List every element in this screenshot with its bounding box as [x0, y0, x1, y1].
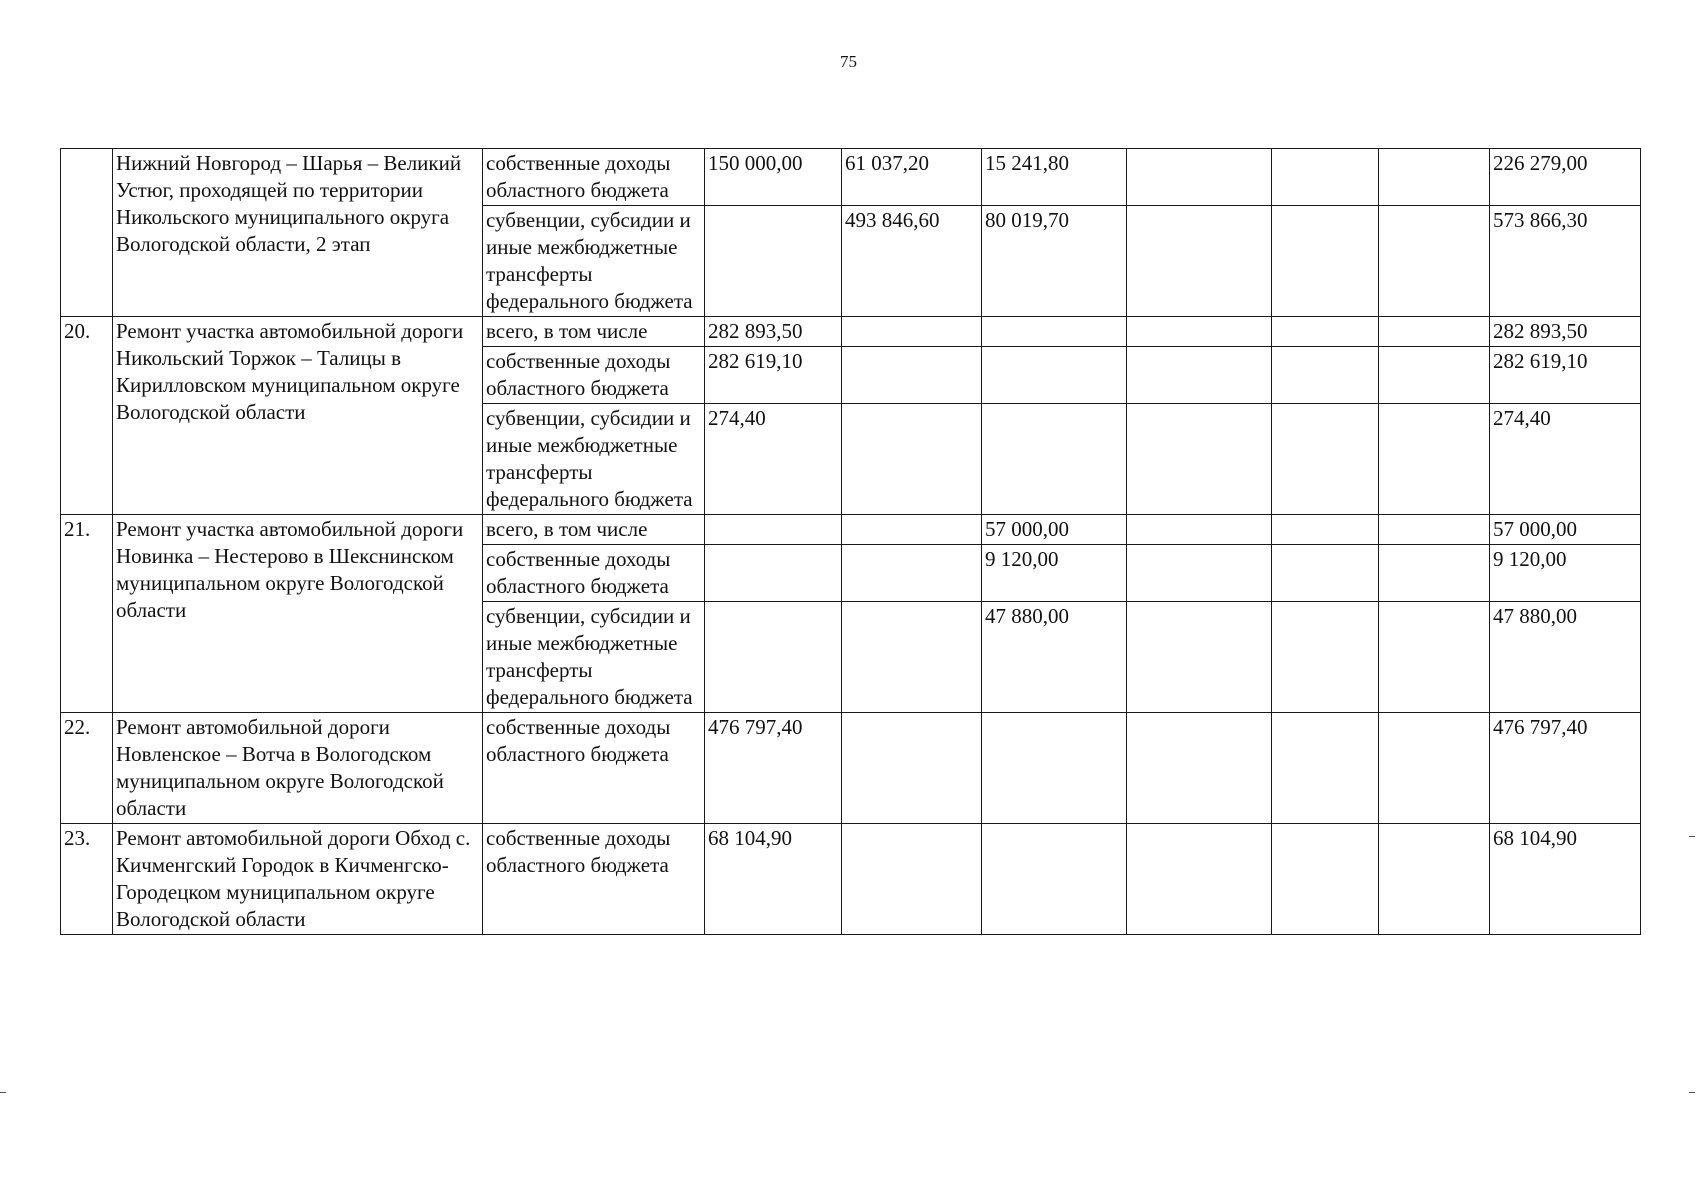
amount-cell	[1379, 317, 1490, 347]
amount-cell	[1379, 602, 1490, 713]
total-amount-cell: 9 120,00	[1490, 545, 1641, 602]
scan-mark	[1689, 1092, 1695, 1093]
amount-cell	[1127, 404, 1272, 515]
funding-source-cell: собственные доходы областного бюджета	[483, 347, 705, 404]
amount-cell	[1379, 404, 1490, 515]
row-number-cell: 20.	[61, 317, 113, 515]
total-amount-cell: 57 000,00	[1490, 515, 1641, 545]
amount-cell	[1272, 404, 1379, 515]
total-amount-cell: 573 866,30	[1490, 206, 1641, 317]
amount-cell	[1379, 713, 1490, 824]
amount-cell: 150 000,00	[705, 149, 842, 206]
amount-cell: 80 019,70	[982, 206, 1127, 317]
amount-cell: 57 000,00	[982, 515, 1127, 545]
amount-cell: 9 120,00	[982, 545, 1127, 602]
funding-source-cell: собственные доходы областного бюджета	[483, 713, 705, 824]
amount-cell: 493 846,60	[842, 206, 982, 317]
amount-cell: 68 104,90	[705, 824, 842, 935]
amount-cell: 282 893,50	[705, 317, 842, 347]
amount-cell	[982, 404, 1127, 515]
amount-cell	[982, 347, 1127, 404]
amount-cell	[1127, 149, 1272, 206]
amount-cell	[842, 602, 982, 713]
budget-table	[60, 148, 1641, 935]
page-number: 75	[840, 52, 857, 71]
table-row	[61, 713, 1641, 824]
amount-cell	[842, 404, 982, 515]
amount-cell	[1272, 347, 1379, 404]
amount-cell	[705, 206, 842, 317]
object-name-cell: Ремонт автомобильной дороги Новленское – Вотча в Вологодском муниципальном округе Вологодской области	[113, 713, 483, 824]
funding-source-cell: всего, в том числе	[483, 515, 705, 545]
amount-cell	[705, 515, 842, 545]
amount-cell	[705, 602, 842, 713]
amount-cell	[1379, 149, 1490, 206]
amount-cell	[1127, 206, 1272, 317]
object-name-cell: Ремонт участка автомобильной дороги Новинка – Нестерово в Шекснинском муниципальном округе Вологодской области	[113, 515, 483, 713]
amount-cell	[842, 545, 982, 602]
amount-cell	[982, 317, 1127, 347]
object-name-cell: Ремонт автомобильной дороги Обход с. Кичменгский Городок в Кичменгско-Городецком муниципальном округе Вологодской области	[113, 824, 483, 935]
table-row	[61, 515, 1641, 545]
amount-cell	[1272, 206, 1379, 317]
amount-cell	[1272, 602, 1379, 713]
table-row	[61, 824, 1641, 935]
row-number-cell: 22.	[61, 713, 113, 824]
amount-cell	[982, 824, 1127, 935]
amount-cell	[1379, 206, 1490, 317]
amount-cell	[1272, 713, 1379, 824]
table-row	[61, 317, 1641, 347]
amount-cell	[1272, 545, 1379, 602]
funding-source-cell: субвенции, субсидии и иные межбюджетные трансферты федерального бюджета	[483, 206, 705, 317]
amount-cell	[1379, 545, 1490, 602]
amount-cell: 47 880,00	[982, 602, 1127, 713]
total-amount-cell: 47 880,00	[1490, 602, 1641, 713]
amount-cell: 15 241,80	[982, 149, 1127, 206]
scan-mark	[0, 1092, 6, 1093]
amount-cell	[1127, 515, 1272, 545]
amount-cell: 274,40	[705, 404, 842, 515]
total-amount-cell: 68 104,90	[1490, 824, 1641, 935]
row-number-cell: 21.	[61, 515, 113, 713]
scan-mark	[1689, 836, 1695, 837]
amount-cell	[842, 824, 982, 935]
total-amount-cell: 476 797,40	[1490, 713, 1641, 824]
funding-source-cell: субвенции, субсидии и иные межбюджетные трансферты федерального бюджета	[483, 404, 705, 515]
amount-cell	[1379, 347, 1490, 404]
funding-source-cell: собственные доходы областного бюджета	[483, 824, 705, 935]
amount-cell	[1379, 824, 1490, 935]
amount-cell	[982, 713, 1127, 824]
total-amount-cell: 282 893,50	[1490, 317, 1641, 347]
amount-cell	[1272, 515, 1379, 545]
amount-cell	[842, 713, 982, 824]
amount-cell	[842, 515, 982, 545]
amount-cell	[1127, 602, 1272, 713]
total-amount-cell: 282 619,10	[1490, 347, 1641, 404]
row-number-cell	[61, 149, 113, 317]
total-amount-cell: 274,40	[1490, 404, 1641, 515]
amount-cell: 61 037,20	[842, 149, 982, 206]
funding-source-cell: субвенции, субсидии и иные межбюджетные трансферты федерального бюджета	[483, 602, 705, 713]
object-name-cell: Нижний Новгород – Шарья – Великий Устюг, проходящей по территории Никольского муниципального округа Вологодской области, 2 этап	[113, 149, 483, 317]
row-number-cell: 23.	[61, 824, 113, 935]
amount-cell	[1272, 317, 1379, 347]
amount-cell	[1127, 824, 1272, 935]
amount-cell	[1272, 149, 1379, 206]
table-row	[61, 149, 1641, 206]
amount-cell	[1127, 713, 1272, 824]
amount-cell	[1379, 515, 1490, 545]
amount-cell: 282 619,10	[705, 347, 842, 404]
amount-cell	[842, 317, 982, 347]
object-name-cell: Ремонт участка автомобильной дороги Никольский Торжок – Талицы в Кирилловском муниципальном округе Вологодской области	[113, 317, 483, 515]
funding-source-cell: собственные доходы областного бюджета	[483, 545, 705, 602]
amount-cell: 476 797,40	[705, 713, 842, 824]
amount-cell	[1272, 824, 1379, 935]
total-amount-cell: 226 279,00	[1490, 149, 1641, 206]
amount-cell	[842, 347, 982, 404]
amount-cell	[1127, 347, 1272, 404]
amount-cell	[1127, 545, 1272, 602]
amount-cell	[1127, 317, 1272, 347]
funding-source-cell: всего, в том числе	[483, 317, 705, 347]
funding-source-cell: собственные доходы областного бюджета	[483, 149, 705, 206]
amount-cell	[705, 545, 842, 602]
